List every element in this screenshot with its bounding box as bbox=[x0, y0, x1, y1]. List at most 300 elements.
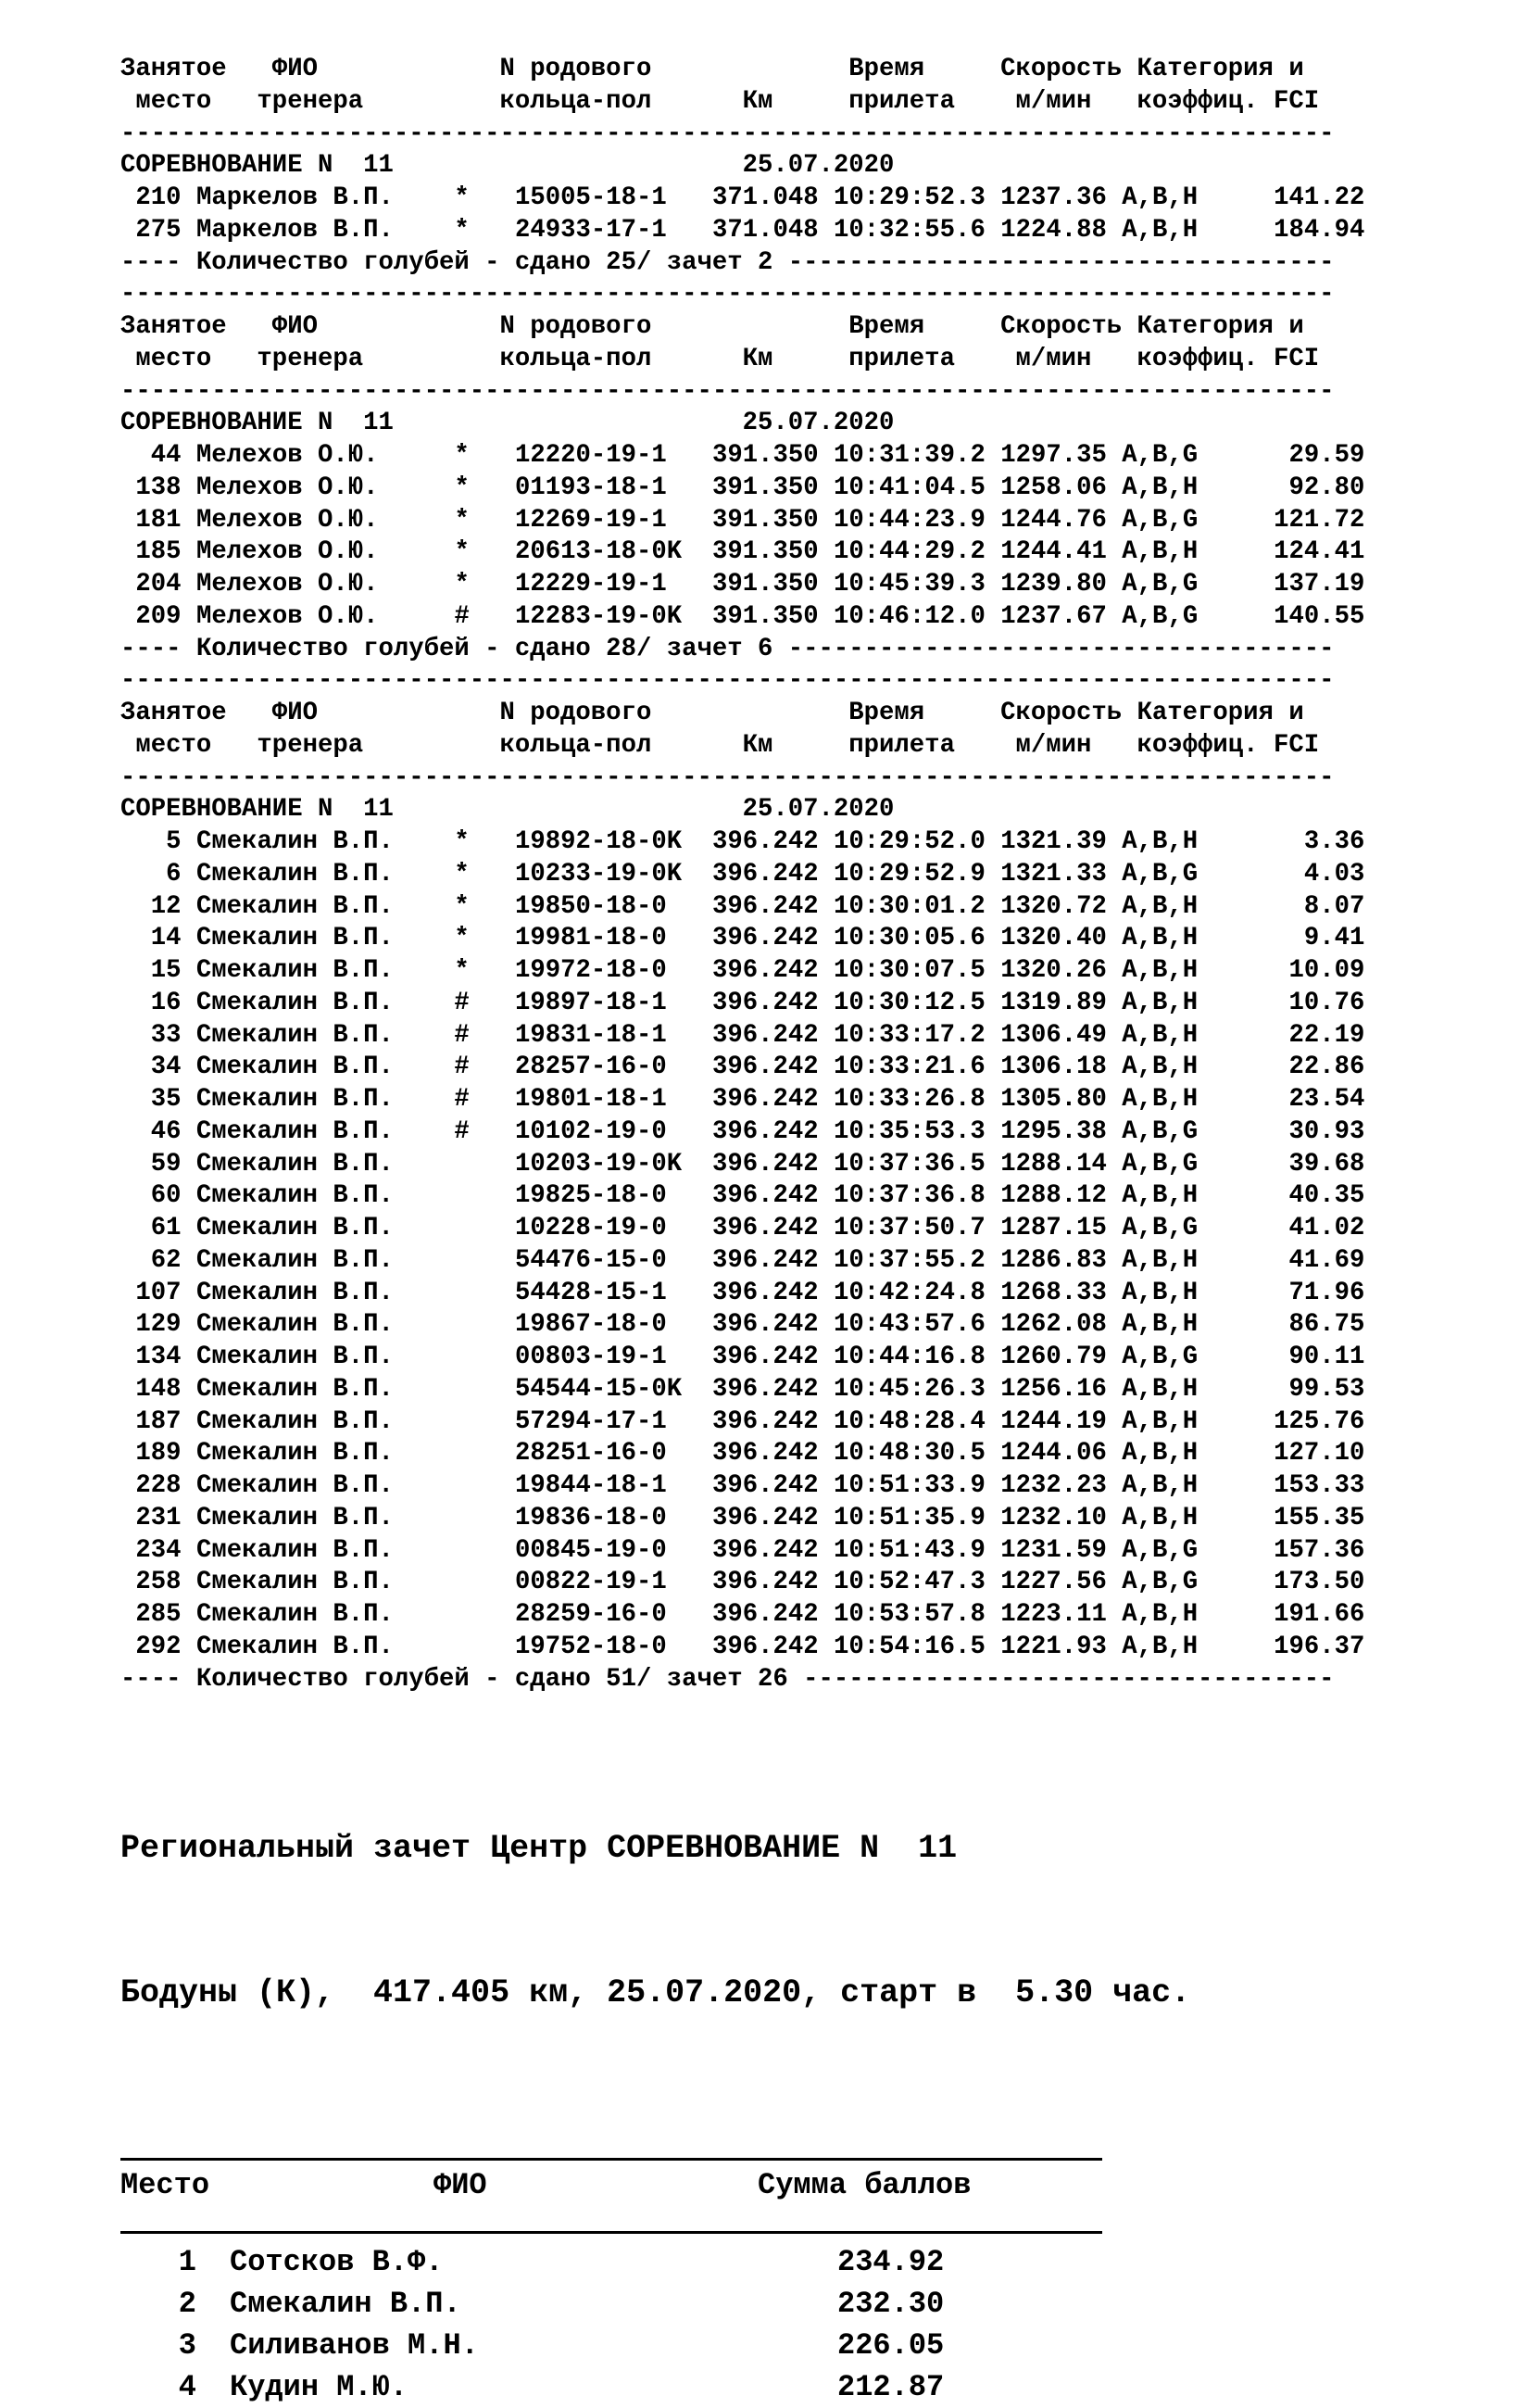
speed-cell: 1295.38 bbox=[1000, 1116, 1107, 1146]
competition-name: СОРЕВНОВАНИЕ N 11 bbox=[120, 151, 394, 181]
mark-cell: * bbox=[454, 441, 470, 470]
speed-cell: 1321.39 bbox=[1000, 827, 1107, 856]
fci-cell: 10.76 bbox=[1288, 988, 1365, 1017]
summary-place: 3 bbox=[178, 2328, 196, 2364]
km-cell: 396.242 bbox=[711, 1374, 819, 1404]
time-cell: 10:48:30.5 bbox=[834, 1439, 986, 1469]
fci-cell: 153.33 bbox=[1274, 1471, 1365, 1500]
speed-cell: 1320.72 bbox=[1000, 891, 1107, 921]
km-cell: 396.242 bbox=[711, 1471, 819, 1500]
ring-cell: 12283-19-0K bbox=[514, 601, 683, 631]
table-row bbox=[120, 215, 1510, 247]
km-cell: 396.242 bbox=[711, 1053, 819, 1082]
header-name: ФИО bbox=[433, 2168, 487, 2203]
competition-date: 25.07.2020 bbox=[742, 795, 895, 825]
place-cell: 129 bbox=[135, 1310, 182, 1340]
place-cell: 228 bbox=[135, 1471, 182, 1500]
name-cell: Смекалин В.П. bbox=[195, 988, 394, 1017]
name-cell: Смекалин В.П. bbox=[195, 956, 394, 985]
category-cell: A,B,H bbox=[1122, 1310, 1199, 1340]
fci-cell: 125.76 bbox=[1274, 1406, 1365, 1436]
category-cell: A,B,H bbox=[1122, 827, 1199, 856]
ring-cell: 10102-19-0 bbox=[514, 1116, 667, 1146]
summary-header-row bbox=[120, 2158, 1102, 2234]
ring-cell: 19752-18-0 bbox=[514, 1632, 667, 1661]
km-cell: 396.242 bbox=[711, 1343, 819, 1371]
table-row bbox=[120, 1599, 1510, 1632]
speed-cell: 1232.23 bbox=[1000, 1471, 1107, 1500]
summary-place: 4 bbox=[178, 2370, 196, 2405]
place-cell: 16 bbox=[150, 988, 182, 1017]
mark-cell: * bbox=[454, 183, 470, 212]
speed-cell: 1288.14 bbox=[1000, 1149, 1107, 1179]
ring-cell: 19972-18-0 bbox=[514, 956, 667, 985]
name-cell: Смекалин В.П. bbox=[195, 1020, 394, 1050]
speed-cell: 1237.67 bbox=[1000, 601, 1107, 631]
speed-cell: 1227.56 bbox=[1000, 1568, 1107, 1597]
speed-cell: 1262.08 bbox=[1000, 1310, 1107, 1340]
place-cell: 12 bbox=[150, 891, 182, 921]
ring-cell: 19801-18-1 bbox=[514, 1085, 667, 1114]
race-results-report bbox=[120, 54, 1510, 1696]
time-cell: 10:48:28.4 bbox=[834, 1406, 986, 1436]
mark-cell: * bbox=[454, 891, 470, 921]
name-cell: Мелехов О.Ю. bbox=[195, 570, 379, 599]
category-cell: A,B,H bbox=[1122, 1020, 1199, 1050]
time-cell: 10:37:36.5 bbox=[834, 1149, 986, 1179]
place-cell: 275 bbox=[135, 215, 182, 245]
regional-title-line1: Региональный зачет Центр СОРЕВНОВАНИЕ N 11 bbox=[120, 1830, 958, 1868]
speed-cell: 1258.06 bbox=[1000, 473, 1107, 502]
category-cell: A,B,H bbox=[1122, 1439, 1199, 1469]
mark-cell: # bbox=[454, 1116, 470, 1146]
name-cell: Смекалин В.П. bbox=[195, 1149, 394, 1179]
ring-cell: 28259-16-0 bbox=[514, 1600, 667, 1629]
place-cell: 204 bbox=[135, 570, 182, 599]
summary-body bbox=[120, 2234, 1102, 2408]
mark-cell: * bbox=[454, 215, 470, 245]
ring-cell: 54428-15-1 bbox=[514, 1278, 667, 1307]
mark-cell: # bbox=[454, 601, 470, 631]
name-cell: Мелехов О.Ю. bbox=[195, 537, 379, 567]
name-cell: Смекалин В.П. bbox=[195, 1053, 394, 1082]
category-cell: A,B,G bbox=[1122, 859, 1199, 889]
mark-cell: * bbox=[454, 956, 470, 985]
regional-results-title bbox=[120, 1728, 1510, 2113]
fci-cell: 8.07 bbox=[1303, 891, 1365, 921]
name-cell: Смекалин В.П. bbox=[195, 1439, 394, 1469]
ring-cell: 10228-19-0 bbox=[514, 1214, 667, 1242]
table-row bbox=[120, 183, 1510, 215]
category-cell: A,B,G bbox=[1122, 1343, 1199, 1371]
speed-cell: 1305.80 bbox=[1000, 1085, 1107, 1114]
km-cell: 396.242 bbox=[711, 827, 819, 856]
ring-cell: 19981-18-0 bbox=[514, 924, 667, 953]
table-row bbox=[120, 1180, 1510, 1213]
speed-cell: 1221.93 bbox=[1000, 1632, 1107, 1661]
summary-row bbox=[120, 2241, 1102, 2283]
km-cell: 396.242 bbox=[711, 1116, 819, 1146]
table-row bbox=[120, 955, 1510, 988]
ring-cell: 19836-18-0 bbox=[514, 1503, 667, 1532]
place-cell: 258 bbox=[135, 1568, 182, 1597]
fci-cell: 30.93 bbox=[1288, 1116, 1365, 1146]
category-cell: A,B,H bbox=[1122, 1245, 1199, 1275]
ring-cell: 28251-16-0 bbox=[514, 1439, 667, 1469]
name-cell: Маркелов В.П. bbox=[195, 215, 394, 245]
speed-cell: 1319.89 bbox=[1000, 988, 1107, 1017]
fci-cell: 155.35 bbox=[1274, 1503, 1365, 1532]
km-cell: 396.242 bbox=[711, 1406, 819, 1436]
category-cell: A,B,G bbox=[1122, 441, 1199, 470]
time-cell: 10:44:29.2 bbox=[834, 537, 986, 567]
divider-line: -------------------------------------------------------------------------------- bbox=[120, 763, 1335, 792]
place-cell: 46 bbox=[150, 1116, 182, 1146]
category-cell: A,B,H bbox=[1122, 473, 1199, 502]
column-header-line1: Занятое ФИО N родового Время Скорость Категория и bbox=[120, 312, 1304, 341]
table-row bbox=[120, 473, 1510, 505]
speed-cell: 1244.06 bbox=[1000, 1439, 1107, 1469]
place-cell: 185 bbox=[135, 537, 182, 567]
section-footer: ---- Количество голубей - сдано 28/ зачет 6 ------------------------------------ bbox=[120, 634, 1335, 663]
km-cell: 396.242 bbox=[711, 1020, 819, 1050]
summary-name: Смекалин В.П. bbox=[230, 2287, 461, 2322]
time-cell: 10:37:50.7 bbox=[834, 1214, 986, 1242]
category-cell: A,B,H bbox=[1122, 1503, 1199, 1532]
ring-cell: 19831-18-1 bbox=[514, 1020, 667, 1050]
place-cell: 62 bbox=[150, 1245, 182, 1275]
name-cell: Мелехов О.Ю. bbox=[195, 473, 379, 502]
table-row bbox=[120, 1116, 1510, 1149]
table-row bbox=[120, 1535, 1510, 1568]
time-cell: 10:51:35.9 bbox=[834, 1503, 986, 1532]
km-cell: 396.242 bbox=[711, 1310, 819, 1340]
category-cell: A,B,H bbox=[1122, 956, 1199, 985]
table-row bbox=[120, 1567, 1510, 1599]
name-cell: Смекалин В.П. bbox=[195, 1085, 394, 1114]
km-cell: 396.242 bbox=[711, 988, 819, 1017]
ring-cell: 12269-19-1 bbox=[514, 505, 667, 535]
speed-cell: 1244.41 bbox=[1000, 537, 1107, 567]
mark-cell: * bbox=[454, 859, 470, 889]
category-cell: A,B,H bbox=[1122, 1600, 1199, 1629]
column-header-line1: Занятое ФИО N родового Время Скорость Категория и bbox=[120, 55, 1304, 83]
speed-cell: 1286.83 bbox=[1000, 1245, 1107, 1275]
time-cell: 10:51:33.9 bbox=[834, 1471, 986, 1500]
mark-cell: * bbox=[454, 473, 470, 502]
name-cell: Смекалин В.П. bbox=[195, 1278, 394, 1307]
table-row bbox=[120, 505, 1510, 537]
fci-cell: 39.68 bbox=[1288, 1149, 1365, 1179]
ring-cell: 12220-19-1 bbox=[514, 441, 667, 470]
fci-cell: 184.94 bbox=[1274, 215, 1365, 245]
summary-row bbox=[120, 2366, 1102, 2408]
fci-cell: 40.35 bbox=[1288, 1181, 1365, 1211]
km-cell: 396.242 bbox=[711, 1600, 819, 1629]
place-cell: 234 bbox=[135, 1535, 182, 1565]
km-cell: 391.350 bbox=[711, 570, 819, 599]
time-cell: 10:30:01.2 bbox=[834, 891, 986, 921]
table-row bbox=[120, 988, 1510, 1020]
place-cell: 107 bbox=[135, 1278, 182, 1307]
speed-cell: 1287.15 bbox=[1000, 1214, 1107, 1242]
mark-cell: * bbox=[454, 505, 470, 535]
category-cell: A,B,H bbox=[1122, 988, 1199, 1017]
fci-cell: 191.66 bbox=[1274, 1600, 1365, 1629]
km-cell: 396.242 bbox=[711, 924, 819, 953]
summary-score: 226.05 bbox=[837, 2328, 945, 2364]
column-header-line2: место тренера кольца-пол Км прилета м/мин коэффиц. FCI bbox=[120, 86, 1320, 116]
km-cell: 396.242 bbox=[711, 1214, 819, 1242]
divider-line: -------------------------------------------------------------------------------- bbox=[120, 119, 1335, 148]
category-cell: A,B,H bbox=[1122, 924, 1199, 953]
column-header-line2: место тренера кольца-пол Км прилета м/мин коэффиц. FCI bbox=[120, 730, 1320, 760]
summary-score: 234.92 bbox=[837, 2245, 945, 2280]
place-cell: 292 bbox=[135, 1632, 182, 1661]
summary-place: 2 bbox=[178, 2287, 196, 2322]
fci-cell: 90.11 bbox=[1288, 1343, 1365, 1371]
ring-cell: 00845-19-0 bbox=[514, 1535, 667, 1565]
category-cell: A,B,G bbox=[1122, 601, 1199, 631]
km-cell: 371.048 bbox=[711, 183, 819, 212]
fci-cell: 141.22 bbox=[1274, 183, 1365, 212]
ring-cell: 19897-18-1 bbox=[514, 988, 667, 1017]
km-cell: 391.350 bbox=[711, 473, 819, 502]
table-row bbox=[120, 1503, 1510, 1535]
header-place: Место bbox=[120, 2168, 210, 2203]
category-cell: A,B,G bbox=[1122, 1535, 1199, 1565]
ring-cell: 19892-18-0K bbox=[514, 827, 683, 856]
place-cell: 209 bbox=[135, 601, 182, 631]
km-cell: 396.242 bbox=[711, 859, 819, 889]
competition-name: СОРЕВНОВАНИЕ N 11 bbox=[120, 795, 394, 825]
mark-cell: # bbox=[454, 1020, 470, 1050]
ring-cell: 10203-19-0K bbox=[514, 1149, 683, 1179]
time-cell: 10:46:12.0 bbox=[834, 601, 986, 631]
time-cell: 10:37:36.8 bbox=[834, 1181, 986, 1211]
time-cell: 10:44:16.8 bbox=[834, 1343, 986, 1371]
fci-cell: 86.75 bbox=[1288, 1310, 1365, 1340]
table-row bbox=[120, 1278, 1510, 1310]
summary-row bbox=[120, 2325, 1102, 2366]
ring-cell: 19844-18-1 bbox=[514, 1471, 667, 1500]
category-cell: A,B,G bbox=[1122, 1116, 1199, 1146]
fci-cell: 41.02 bbox=[1288, 1214, 1365, 1242]
ring-cell: 10233-19-0K bbox=[514, 859, 683, 889]
competition-line bbox=[120, 794, 1510, 826]
name-cell: Смекалин В.П. bbox=[195, 891, 394, 921]
category-cell: A,B,H bbox=[1122, 1632, 1199, 1661]
summary-name: Силиванов М.Н. bbox=[230, 2328, 479, 2364]
place-cell: 44 bbox=[150, 441, 182, 470]
name-cell: Смекалин В.П. bbox=[195, 924, 394, 953]
ring-cell: 54476-15-0 bbox=[514, 1245, 667, 1275]
competition-date: 25.07.2020 bbox=[742, 409, 895, 438]
speed-cell: 1239.80 bbox=[1000, 570, 1107, 599]
ring-cell: 57294-17-1 bbox=[514, 1406, 667, 1436]
mark-cell: # bbox=[454, 1053, 470, 1082]
summary-score: 232.30 bbox=[837, 2287, 945, 2322]
km-cell: 396.242 bbox=[711, 1085, 819, 1114]
place-cell: 187 bbox=[135, 1406, 182, 1436]
place-cell: 210 bbox=[135, 183, 182, 212]
ring-cell: 54544-15-0K bbox=[514, 1374, 683, 1404]
fci-cell: 29.59 bbox=[1288, 441, 1365, 470]
speed-cell: 1320.26 bbox=[1000, 956, 1107, 985]
fci-cell: 173.50 bbox=[1274, 1568, 1365, 1597]
time-cell: 10:44:23.9 bbox=[834, 505, 986, 535]
results-document bbox=[120, 54, 1510, 2408]
time-cell: 10:51:43.9 bbox=[834, 1535, 986, 1565]
column-header-line1: Занятое ФИО N родового Время Скорость Категория и bbox=[120, 699, 1304, 727]
time-cell: 10:30:05.6 bbox=[834, 924, 986, 953]
ring-cell: 28257-16-0 bbox=[514, 1053, 667, 1082]
category-cell: A,B,H bbox=[1122, 1471, 1199, 1500]
place-cell: 6 bbox=[166, 859, 182, 889]
time-cell: 10:42:24.8 bbox=[834, 1278, 986, 1307]
category-cell: A,B,H bbox=[1122, 1374, 1199, 1404]
mark-cell: * bbox=[454, 924, 470, 953]
fci-cell: 4.03 bbox=[1303, 859, 1365, 889]
speed-cell: 1321.33 bbox=[1000, 859, 1107, 889]
table-row bbox=[120, 826, 1510, 859]
category-cell: A,B,G bbox=[1122, 1149, 1199, 1179]
table-row bbox=[120, 440, 1510, 473]
speed-cell: 1244.76 bbox=[1000, 505, 1107, 535]
fci-cell: 99.53 bbox=[1288, 1374, 1365, 1404]
place-cell: 60 bbox=[150, 1181, 182, 1211]
name-cell: Мелехов О.Ю. bbox=[195, 505, 379, 535]
name-cell: Смекалин В.П. bbox=[195, 1471, 394, 1500]
table-row bbox=[120, 859, 1510, 891]
regional-title-line2: Бодуны (К), 417.405 км, 25.07.2020, старт в 5.30 час. bbox=[120, 1974, 1191, 2012]
time-cell: 10:33:21.6 bbox=[834, 1053, 986, 1082]
time-cell: 10:41:04.5 bbox=[834, 473, 986, 502]
time-cell: 10:32:55.6 bbox=[834, 215, 986, 245]
place-cell: 14 bbox=[150, 924, 182, 953]
name-cell: Смекалин В.П. bbox=[195, 1406, 394, 1436]
category-cell: A,B,H bbox=[1122, 183, 1199, 212]
km-cell: 396.242 bbox=[711, 1278, 819, 1307]
divider-line: -------------------------------------------------------------------------------- bbox=[120, 280, 1335, 309]
ring-cell: 15005-18-1 bbox=[514, 183, 667, 212]
km-cell: 396.242 bbox=[711, 1149, 819, 1179]
category-cell: A,B,G bbox=[1122, 570, 1199, 599]
place-cell: 181 bbox=[135, 505, 182, 535]
table-row bbox=[120, 1020, 1510, 1053]
category-cell: A,B,G bbox=[1122, 1214, 1199, 1242]
summary-name: Сотсков В.Ф. bbox=[230, 2245, 444, 2280]
table-row bbox=[120, 569, 1510, 601]
fci-cell: 92.80 bbox=[1288, 473, 1365, 502]
fci-cell: 121.72 bbox=[1274, 505, 1365, 535]
competition-date: 25.07.2020 bbox=[742, 151, 895, 181]
place-cell: 134 bbox=[135, 1343, 182, 1371]
regional-summary-table bbox=[120, 2158, 1102, 2408]
name-cell: Мелехов О.Ю. bbox=[195, 601, 379, 631]
km-cell: 396.242 bbox=[711, 1535, 819, 1565]
table-row bbox=[120, 1470, 1510, 1503]
name-cell: Смекалин В.П. bbox=[195, 1374, 394, 1404]
mark-cell: * bbox=[454, 827, 470, 856]
name-cell: Смекалин В.П. bbox=[195, 1116, 394, 1146]
fci-cell: 196.37 bbox=[1274, 1632, 1365, 1661]
name-cell: Мелехов О.Ю. bbox=[195, 441, 379, 470]
km-cell: 371.048 bbox=[711, 215, 819, 245]
table-row bbox=[120, 1084, 1510, 1116]
place-cell: 34 bbox=[150, 1053, 182, 1082]
speed-cell: 1320.40 bbox=[1000, 924, 1107, 953]
table-row bbox=[120, 1374, 1510, 1406]
table-row bbox=[120, 923, 1510, 955]
competition-name: СОРЕВНОВАНИЕ N 11 bbox=[120, 409, 394, 438]
table-row bbox=[120, 1406, 1510, 1439]
table-row bbox=[120, 1213, 1510, 1245]
section-footer: ---- Количество голубей - сдано 51/ зачет 26 ----------------------------------- bbox=[120, 1664, 1335, 1694]
place-cell: 138 bbox=[135, 473, 182, 502]
fci-cell: 124.41 bbox=[1274, 537, 1365, 567]
table-row bbox=[120, 1342, 1510, 1374]
table-row bbox=[120, 1245, 1510, 1278]
km-cell: 396.242 bbox=[711, 1181, 819, 1211]
time-cell: 10:52:47.3 bbox=[834, 1568, 986, 1597]
km-cell: 391.350 bbox=[711, 601, 819, 631]
fci-cell: 22.86 bbox=[1288, 1053, 1365, 1082]
table-row bbox=[120, 1149, 1510, 1181]
table-row bbox=[120, 1438, 1510, 1470]
ring-cell: 19850-18-0 bbox=[514, 891, 667, 921]
column-header-line2: место тренера кольца-пол Км прилета м/мин коэффиц. FCI bbox=[120, 344, 1320, 373]
name-cell: Смекалин В.П. bbox=[195, 859, 394, 889]
section-footer: ---- Количество голубей - сдано 25/ зачет 2 ------------------------------------ bbox=[120, 247, 1335, 277]
name-cell: Смекалин В.П. bbox=[195, 1503, 394, 1532]
place-cell: 15 bbox=[150, 956, 182, 985]
speed-cell: 1260.79 bbox=[1000, 1343, 1107, 1371]
fci-cell: 23.54 bbox=[1288, 1085, 1365, 1114]
name-cell: Смекалин В.П. bbox=[195, 1535, 394, 1565]
time-cell: 10:29:52.0 bbox=[834, 827, 986, 856]
name-cell: Смекалин В.П. bbox=[195, 1343, 394, 1371]
speed-cell: 1224.88 bbox=[1000, 215, 1107, 245]
category-cell: A,B,H bbox=[1122, 891, 1199, 921]
fci-cell: 127.10 bbox=[1274, 1439, 1365, 1469]
time-cell: 10:53:57.8 bbox=[834, 1600, 986, 1629]
mark-cell: * bbox=[454, 537, 470, 567]
fci-cell: 3.36 bbox=[1303, 827, 1365, 856]
name-cell: Смекалин В.П. bbox=[195, 1568, 394, 1597]
name-cell: Смекалин В.П. bbox=[195, 827, 394, 856]
fci-cell: 71.96 bbox=[1288, 1278, 1365, 1307]
place-cell: 61 bbox=[150, 1214, 182, 1242]
time-cell: 10:29:52.9 bbox=[834, 859, 986, 889]
time-cell: 10:29:52.3 bbox=[834, 183, 986, 212]
category-cell: A,B,H bbox=[1122, 1053, 1199, 1082]
ring-cell: 01193-18-1 bbox=[514, 473, 667, 502]
speed-cell: 1306.18 bbox=[1000, 1053, 1107, 1082]
km-cell: 396.242 bbox=[711, 891, 819, 921]
category-cell: A,B,H bbox=[1122, 215, 1199, 245]
km-cell: 396.242 bbox=[711, 1632, 819, 1661]
ring-cell: 00803-19-1 bbox=[514, 1343, 667, 1371]
name-cell: Маркелов В.П. bbox=[195, 183, 394, 212]
name-cell: Смекалин В.П. bbox=[195, 1214, 394, 1242]
category-cell: A,B,H bbox=[1122, 537, 1199, 567]
time-cell: 10:54:16.5 bbox=[834, 1632, 986, 1661]
table-row bbox=[120, 536, 1510, 569]
place-cell: 285 bbox=[135, 1600, 182, 1629]
table-row bbox=[120, 1309, 1510, 1342]
fci-cell: 157.36 bbox=[1274, 1535, 1365, 1565]
